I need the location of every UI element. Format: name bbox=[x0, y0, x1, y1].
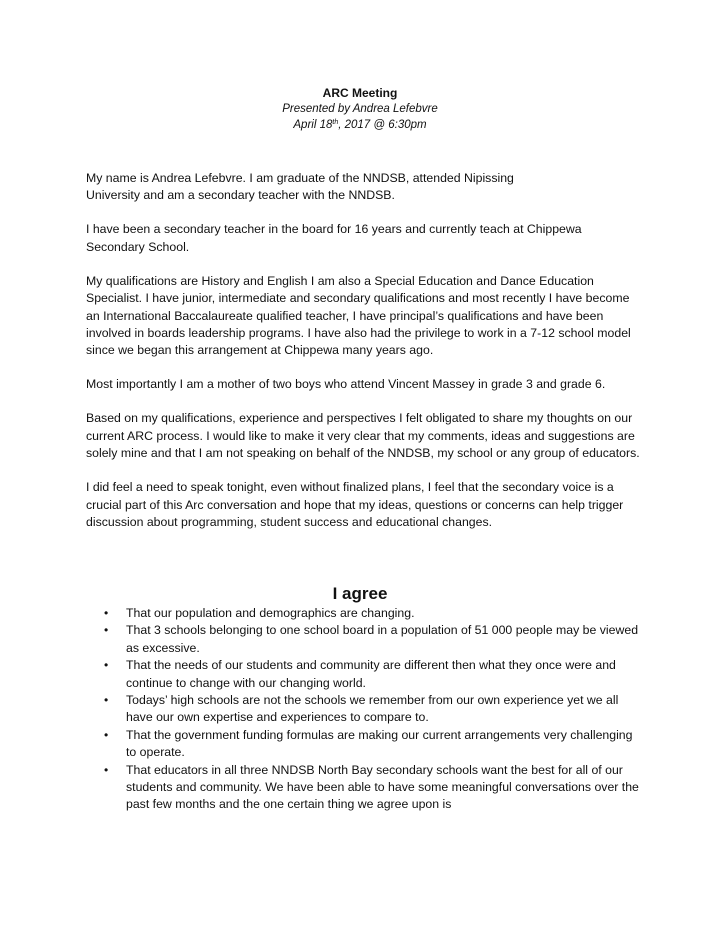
list-item-text: Todays’ high schools are not the schools we remember from our own experience yet we all have our own expertise and experiences to compare to. bbox=[126, 693, 619, 725]
presenter-line: Presented by Andrea Lefebvre bbox=[282, 103, 438, 115]
date-superscript: th bbox=[332, 119, 339, 126]
list-item bbox=[104, 692, 644, 727]
paragraph-qualifications: My qualifications are History and English I am also a Special Education and Dance Education Specialist. I have junior, intermediate and secondary qualifications and most recently I have become an International Baccalaureate qualified teacher, I have principal’s qualifications and have been involved in boards leadership programs. I have also had the privilege to work in a 7-12 school model since we began this arrangement at Chippewa many years ago. bbox=[86, 273, 631, 358]
list-item-text: That educators in all three NNDSB North Bay secondary schools want the best for all of our students and community. We have been able to have some meaningful conversations over the past few months and the one certain thing we agree upon is bbox=[126, 762, 639, 812]
paragraph-purpose: I did feel a need to speak tonight, even without finalized plans, I feel that the secondary voice is a crucial part of this Arc conversation and hope that my ideas, questions or concerns can help trigger discussion about programming, student success and educational changes. bbox=[86, 480, 624, 530]
paragraph-disclaimer: Based on my qualifications, experience and perspectives I felt obligated to share my thoughts on our current ARC process. I would like to make it very clear that my comments, ideas and suggestions are solely mine and that I am not speaking on behalf of the NNDSB, my school or any group of educators. bbox=[86, 411, 640, 461]
list-item bbox=[104, 657, 644, 692]
paragraph-teaching-experience: I have been a secondary teacher in the board for 16 years and currently teach at Chippewa Secondary School. bbox=[86, 222, 582, 254]
agree-list bbox=[104, 605, 644, 814]
paragraph-introduction: My name is Andrea Lefebvre. I am graduate of the NNDSB, attended Nipissing University and am a secondary teacher with the NNDSB. bbox=[86, 171, 514, 203]
document-title: ARC Meeting bbox=[322, 86, 398, 100]
list-item-text: That 3 schools belonging to one school board in a population of 51 000 people may be viewed as excessive. bbox=[126, 623, 639, 655]
bullet-icon: • bbox=[104, 693, 109, 708]
list-item bbox=[104, 762, 644, 814]
list-item-text: That the government funding formulas are making our current arrangements very challenging to operate. bbox=[126, 727, 633, 760]
bullet-icon: • bbox=[104, 606, 109, 620]
bullet-icon: • bbox=[104, 762, 109, 777]
list-item-text: That our population and demographics are changing. bbox=[126, 606, 415, 620]
list-item bbox=[104, 622, 644, 657]
list-item bbox=[104, 727, 644, 762]
agree-heading: I agree bbox=[332, 584, 388, 603]
list-item-text: That the needs of our students and community are different then what they once were and continue to change with our changing world. bbox=[126, 658, 616, 690]
bullet-icon: • bbox=[104, 727, 109, 742]
bullet-icon: • bbox=[104, 623, 109, 638]
date-suffix: , 2017 @ 6:30pm bbox=[338, 119, 427, 131]
list-item bbox=[104, 605, 644, 622]
document-header bbox=[0, 86, 720, 133]
meeting-date bbox=[0, 118, 720, 133]
date-prefix: April 18 bbox=[293, 119, 333, 131]
body-text bbox=[86, 170, 642, 548]
paragraph-family: Most importantly I am a mother of two boys who attend Vincent Massey in grade 3 and grade 6. bbox=[86, 377, 606, 392]
bullet-icon: • bbox=[104, 658, 109, 673]
